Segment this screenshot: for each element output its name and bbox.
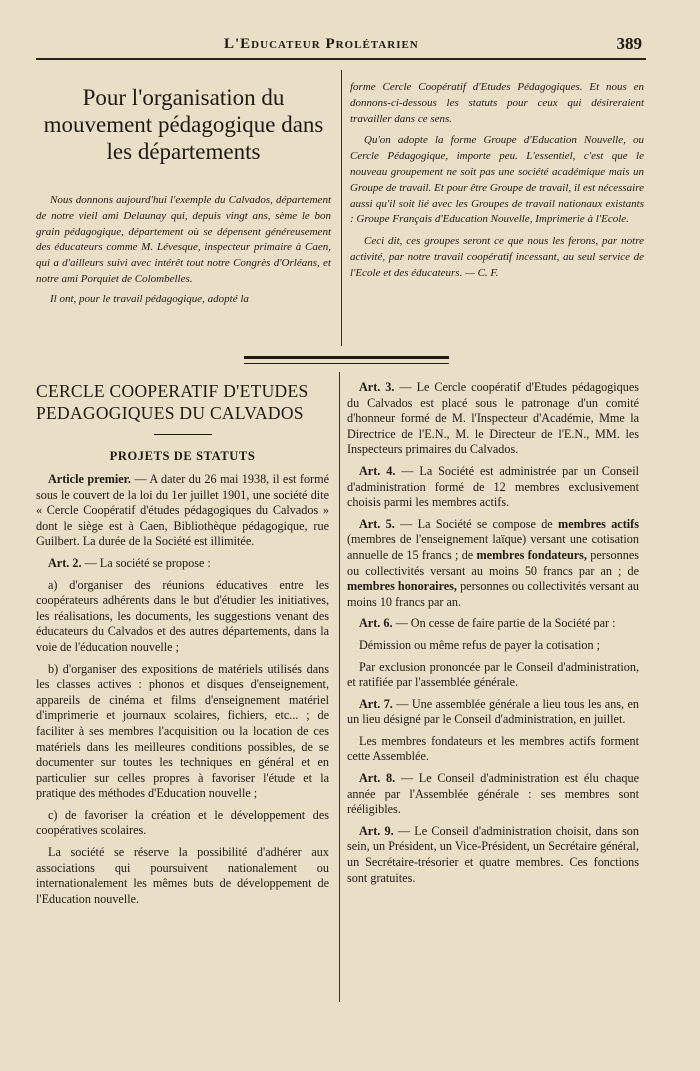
statuts-subtitle: PROJETS DE STATUTS (109, 449, 256, 463)
article-2 (36, 556, 329, 572)
page-header (36, 34, 646, 60)
article-label: Art. 6. (359, 616, 393, 631)
intro-title: Pour l'organisation du mouvement pédagogique dans les départements (43, 85, 324, 164)
article-8 (347, 771, 639, 818)
statuts-right-column (347, 380, 639, 892)
article-label: Art. 3. (359, 380, 395, 394)
article-text: (membres de l'enseignement laïque) versant une cotisation annuelle de 15 francs ; de (347, 532, 639, 562)
intro-paragraph: Qu'on adopte la forme Groupe d'Education Nouvelle, ou Cercle Pédagogique, importe peu. L'essentiel, c'est que le nouveau groupement ne soit pas une société académique mais un Groupe de travail. Et pour être Groupe de travail, il est nécessaire aussi qu'il soit lié avec les Groupes de travail nationaux existants : Groupe Français d'Education Nouvelle, Imprimerie à l'Ecole. (350, 134, 644, 226)
intro-paragraph: Ceci dit, ces groupes seront ce que nous les ferons, par notre activité, par notre travail coopératif incessant, au seul service de l'Ecole et des éducateurs. — C. F. (350, 235, 644, 279)
article-2-a: a) d'organiser des réunions éducatives entre les coopérateurs adhérents dans le but d'étudier les initiatives, les réalisations, les documents, les suggestions venant des éducateurs du Calvados et des autres départements, dans la voie de l'éducation nouvelle ; (36, 577, 329, 654)
intro-right-column (350, 80, 644, 288)
article-6-p1: Démission ou même refus de payer la cotisation ; (359, 637, 600, 652)
article-1 (36, 472, 329, 550)
article-emphasis: membres actifs (558, 516, 639, 531)
article-text: — A dater du 26 mai 1938, il est formé sous le couvert de la loi du 1er juillet 1901, une société dite « Cercle Coopératif d'études pédagogiques du Calvados » dont le siège est à Caen, Bibliothèque pédagogique, rue Guilbert. La durée de la Société est illimitée. (36, 472, 329, 549)
statuts-title: CERCLE COOPERATIF D'ETUDES PEDAGOGIQUES DU CALVADOS (36, 381, 309, 423)
intro-left-column (36, 84, 331, 308)
article-emphasis: membres fondateurs, (476, 547, 587, 562)
article-text: — La Société se compose de (394, 516, 559, 531)
article-label: Art. 4. (359, 463, 396, 478)
statuts-left-column (36, 380, 329, 913)
intro-paragraph: Il ont, pour le travail pédagogique, adopté la (50, 292, 249, 305)
article-2-end: La société se réserve la possibilité d'adhérer aux associations qui poursuivent nationalement ou internationalement les mêmes buts de développement de l'Education nouvelle. (36, 845, 329, 906)
article-text: — Le Conseil d'administration est élu chaque année par l'Assemblée générale : ses membres sont rééligibles. (347, 771, 639, 817)
article-text: — Le Cercle coopératif d'Etudes pédagogiques du Calvados est placé sous le patronage d'un comité d'honneur formé de M. l'Inspecteur d'Académie, Mme la Directrice de l'E.N., M. le Directeur de l'E.N., MM. les Inspecteurs primaires du Calvados. (347, 380, 639, 457)
article-3 (347, 380, 639, 458)
article-label: Article premier. (48, 472, 131, 486)
intro-paragraph: forme Cercle Coopératif d'Etudes Pédagogiques. Et nous en donnons-ci-dessous les statuts pour ceux qui désireraient travailler dans ce sens. (350, 81, 644, 125)
article-text: personnes ou collectivités versant au moins 50 francs par an ; de (347, 547, 639, 578)
article-text: — On cesse de faire partie de la Société par : (392, 616, 616, 631)
article-text: personnes ou collectivités versant au moins 10 francs par an. (347, 579, 639, 609)
column-divider (339, 372, 340, 1002)
article-text: — La Société est administrée par un Conseil d'administration formé de 12 membres exclusivement choisis parmi les membres actifs. (347, 463, 639, 510)
intro-paragraph: Nous donnons aujourd'hui l'exemple du Calvados, département de notre vieil ami Delaunay qui, depuis vingt ans, sème le bon grain pédagogique, département où se dépensent généreusement des éducateurs comme M. Lévesque, inspecteur primaire à Caen, qui a d'ailleurs suivi avec intérêt tout notre Congrès d'Orléans, et notre ami Porquiet de Colombelles. (36, 194, 331, 285)
article-text: — Une assemblée générale a lieu tous les ans, en un lieu désigné par le Conseil d'administration, en juillet. (347, 696, 639, 727)
article-6 (347, 616, 639, 632)
article-2-b: b) d'organiser des expositions de matériels utilisés dans les classes actives : phonos et disques d'enseignement, appareils de cinéma et films d'enseignement matériel d'imprimerie et journaux scolaires, fichiers, etc... ; de faciliter à ses membres l'acquisition ou la location de ces matériels dans les meilleures conditions possibles, de se documenter sur toutes les techniques en général et en particulier sur celles propres à favoriser l'étude et la pratique des méthodes d'Education nouvelle ; (36, 661, 329, 801)
article-label: Art. 2. (48, 555, 82, 570)
section-separator (244, 356, 449, 364)
intro-body (36, 193, 331, 308)
article-7-p2: Les membres fondateurs et les membres actifs forment cette Assemblée. (347, 733, 639, 764)
article-text: — La société se propose : (81, 555, 211, 570)
article-7 (347, 697, 639, 728)
article-2-c: c) de favoriser la création et le développement des coopératives scolaires. (36, 807, 329, 838)
title-rule (154, 434, 212, 435)
article-4 (347, 464, 639, 511)
article-label: Art. 8. (359, 771, 396, 786)
article-6-p2: Par exclusion prononcée par le Conseil d'administration, et ratifiée par l'assemblée générale. (347, 659, 639, 690)
running-title: L'Educateur Prolétarien (224, 36, 419, 52)
header-rule (36, 58, 646, 60)
article-label: Art. 5. (359, 516, 395, 531)
article-label: Art. 7. (359, 696, 393, 711)
column-divider (341, 70, 342, 346)
article-5 (347, 517, 639, 611)
article-9 (347, 824, 639, 886)
page-number: 389 (616, 34, 642, 53)
article-emphasis: membres honoraires, (347, 579, 457, 594)
article-text: — Le Conseil d'administration choisit, dans son sein, un Président, un Vice-Président, un Secrétaire général, un Secrétaire-trésorier et quatre membres. Ces fonctions sont gratuites. (347, 823, 639, 885)
article-label: Art. 9. (359, 823, 394, 838)
